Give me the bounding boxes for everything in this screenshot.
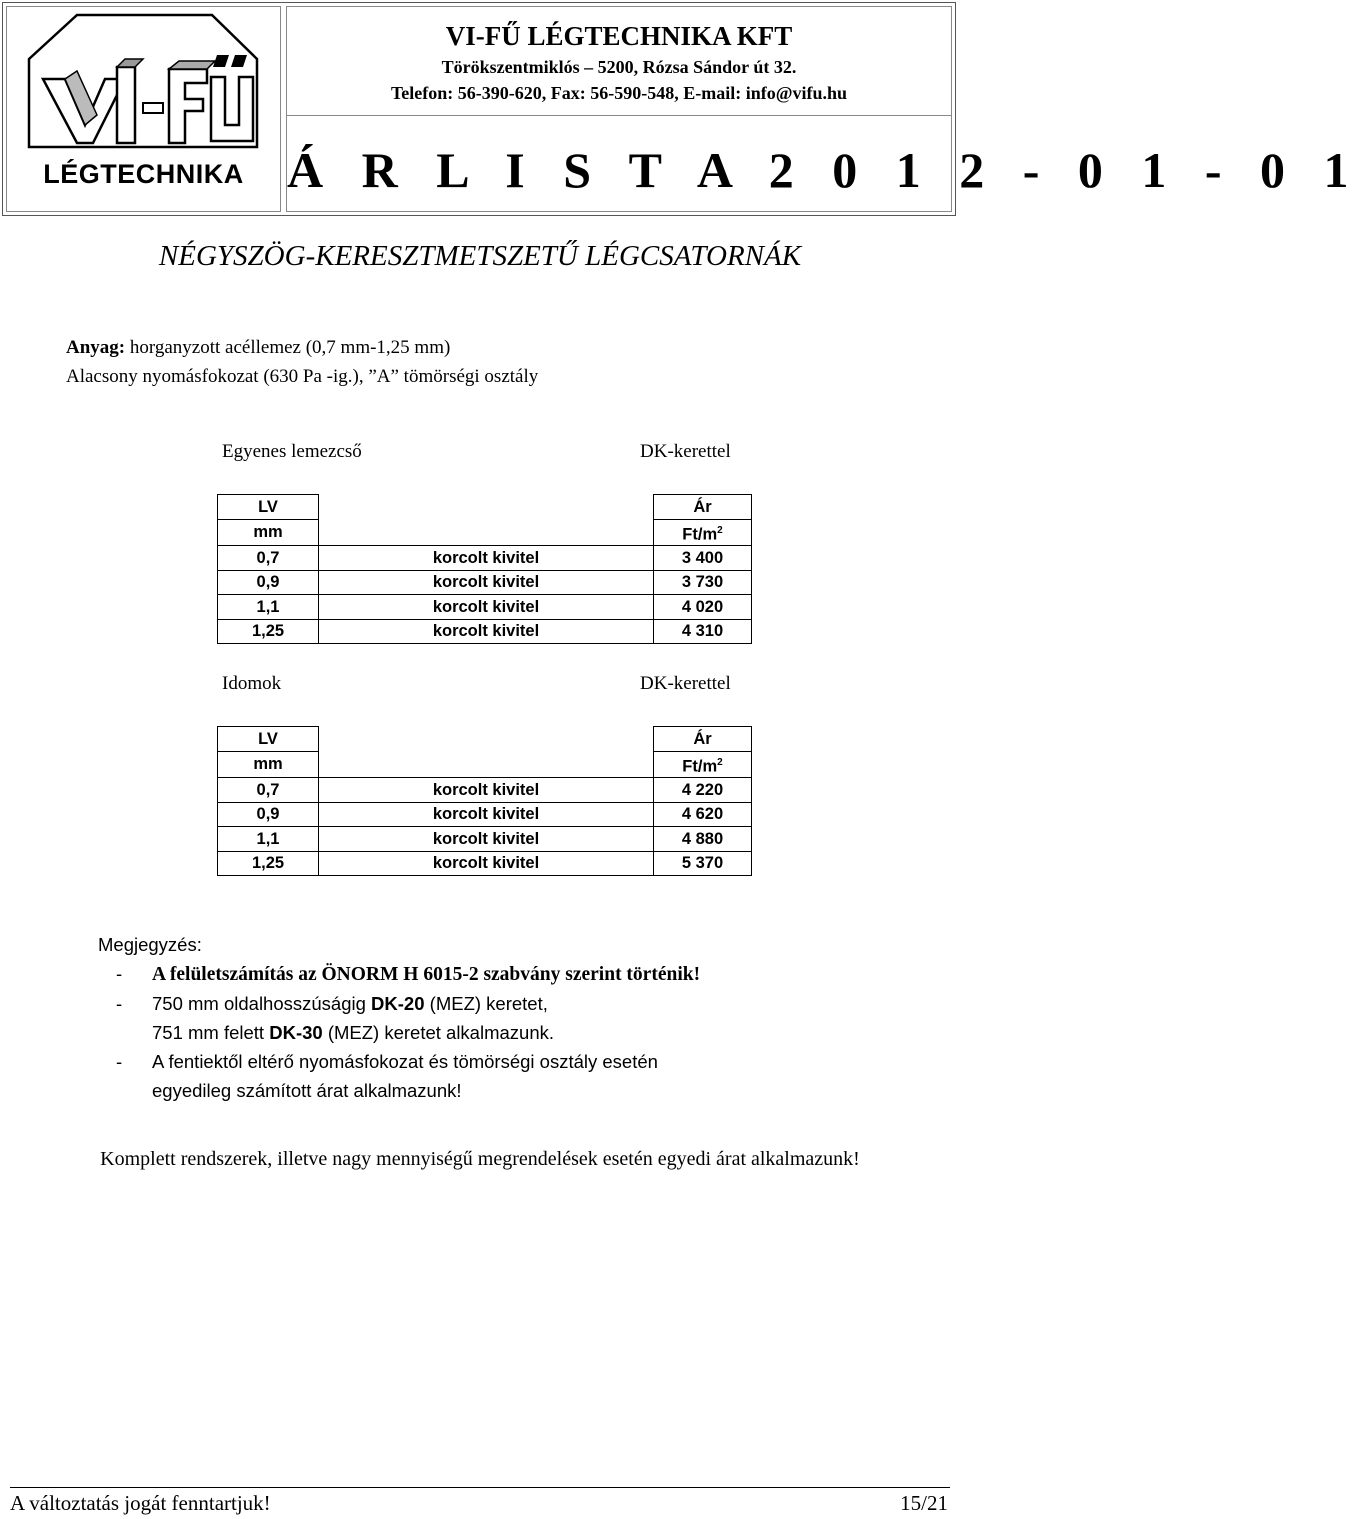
- note-item: - A fentiektől eltérő nyomásfokozat és tömörségi osztály esetén: [98, 1047, 700, 1076]
- desc-cell: korcolt kivitel: [319, 595, 654, 620]
- lv-cell: 0,7: [218, 546, 319, 571]
- pricelist-title: Á R L I S T A 2 0 1 2 - 0 1 - 0 1: [287, 142, 1362, 198]
- price-cell: 4 310: [654, 619, 752, 644]
- table-straight-heading: Egyenes lemezcső: [222, 441, 362, 462]
- page-header: [2, 2, 1362, 216]
- lv-cell: 1,25: [218, 851, 319, 876]
- desc-cell: korcolt kivitel: [319, 851, 654, 876]
- price-cell: 5 370: [654, 851, 752, 876]
- lv-cell: 0,9: [218, 802, 319, 827]
- price-cell: 4 620: [654, 802, 752, 827]
- material-label: Anyag:: [66, 337, 126, 358]
- table-row: [218, 595, 752, 620]
- pressure-class-line: Alacsony nyomásfokozat (630 Pa -ig.), ”A” tömörségi osztály: [66, 366, 539, 387]
- col-lv-header: LV: [218, 495, 319, 520]
- note-continuation: 751 mm felett DK-30 (MEZ) keretet alkalmazunk.: [152, 1022, 555, 1043]
- logo-graphic: [7, 7, 280, 157]
- company-contact: Telefon: 56-390-620, Fax: 56-590-548, E-mail: info@vifu.hu: [390, 83, 848, 103]
- material-info: [66, 333, 538, 391]
- table-row: [218, 802, 752, 827]
- col-lv-header: LV: [218, 727, 319, 752]
- table-straight-subheading: DK-kerettel: [640, 441, 731, 462]
- price-cell: 4 880: [654, 827, 752, 852]
- footer-disclaimer: A változtatás jogát fenntartjuk!: [10, 1491, 271, 1515]
- complete-systems-note: Komplett rendszerek, illetve nagy mennyiségű megrendelések esetén egyedi árat alkalmazunk!: [100, 1148, 860, 1170]
- desc-cell: korcolt kivitel: [319, 570, 654, 595]
- col-price-unit: $Ft/m^2$: [654, 751, 752, 778]
- page-number: 15/21: [900, 1491, 948, 1515]
- table-row: [218, 851, 752, 876]
- price-cell: 3 730: [654, 570, 752, 595]
- table-row: [218, 778, 752, 803]
- company-address: Törökszentmiklós – 5200, Rózsa Sándor út 32.: [441, 57, 797, 77]
- table-fittings-subheading: DK-kerettel: [640, 673, 731, 694]
- price-cell: 4 220: [654, 778, 752, 803]
- note-dash: -: [116, 963, 123, 984]
- lv-cell: 0,9: [218, 570, 319, 595]
- lv-cell: 1,1: [218, 595, 319, 620]
- material-line: [66, 333, 538, 362]
- lv-cell: 1,1: [218, 827, 319, 852]
- notes-section: [98, 930, 700, 1105]
- price-cell: 3 400: [654, 546, 752, 571]
- desc-cell: korcolt kivitel: [319, 778, 654, 803]
- price-cell: 4 020: [654, 595, 752, 620]
- table-unit-row: [218, 751, 752, 778]
- table-row: [218, 827, 752, 852]
- lv-cell: 0,7: [218, 778, 319, 803]
- logo-text: LÉGTECHNIKA: [43, 159, 244, 189]
- col-lv-unit: mm: [218, 751, 319, 778]
- table-header-row: [218, 495, 752, 520]
- table-fittings-heading: Idomok: [222, 673, 282, 694]
- table-row: [218, 570, 752, 595]
- table-row: [218, 546, 752, 571]
- col-lv-unit: mm: [218, 519, 319, 546]
- table-header-row: [218, 727, 752, 752]
- col-price-header: Ár: [654, 727, 752, 752]
- desc-cell: korcolt kivitel: [319, 827, 654, 852]
- note-continuation: egyedileg számított árat alkalmazunk!: [152, 1080, 462, 1101]
- note-item: - 750 mm oldalhosszúságig DK-20 (MEZ) keretet,: [98, 989, 700, 1018]
- desc-cell: korcolt kivitel: [319, 619, 654, 644]
- footer-divider: [10, 1487, 950, 1488]
- frame-type-dk30: DK-30: [269, 1022, 323, 1043]
- col-price-header: Ár: [654, 495, 752, 520]
- company-name: VI-FŰ LÉGTECHNIKA KFT: [445, 21, 793, 51]
- section-title: NÉGYSZÖG-KERESZTMETSZETŰ LÉGCSATORNÁK: [158, 240, 802, 272]
- price-table-straight: [217, 494, 752, 644]
- note-dash: -: [116, 993, 123, 1014]
- frame-type-dk20: DK-20: [371, 993, 425, 1014]
- header-divider: [287, 115, 951, 116]
- lv-cell: 1,25: [218, 619, 319, 644]
- note-item: [98, 959, 700, 989]
- note-dash: -: [116, 1051, 123, 1072]
- note-text: A felületszámítás az ÖNORM H 6015-2 szabvány szerint történik!: [152, 964, 701, 985]
- desc-cell: korcolt kivitel: [319, 546, 654, 571]
- notes-heading: Megjegyzés:: [98, 934, 202, 955]
- material-text: horganyzott acéllemez (0,7 mm-1,25 mm): [125, 337, 451, 358]
- desc-cell: korcolt kivitel: [319, 802, 654, 827]
- table-unit-row: [218, 519, 752, 546]
- col-price-unit: $Ft/m^2$: [654, 519, 752, 546]
- table-row: [218, 619, 752, 644]
- company-info: [286, 6, 1362, 212]
- price-table-fittings: [217, 726, 752, 876]
- company-logo: [6, 6, 281, 212]
